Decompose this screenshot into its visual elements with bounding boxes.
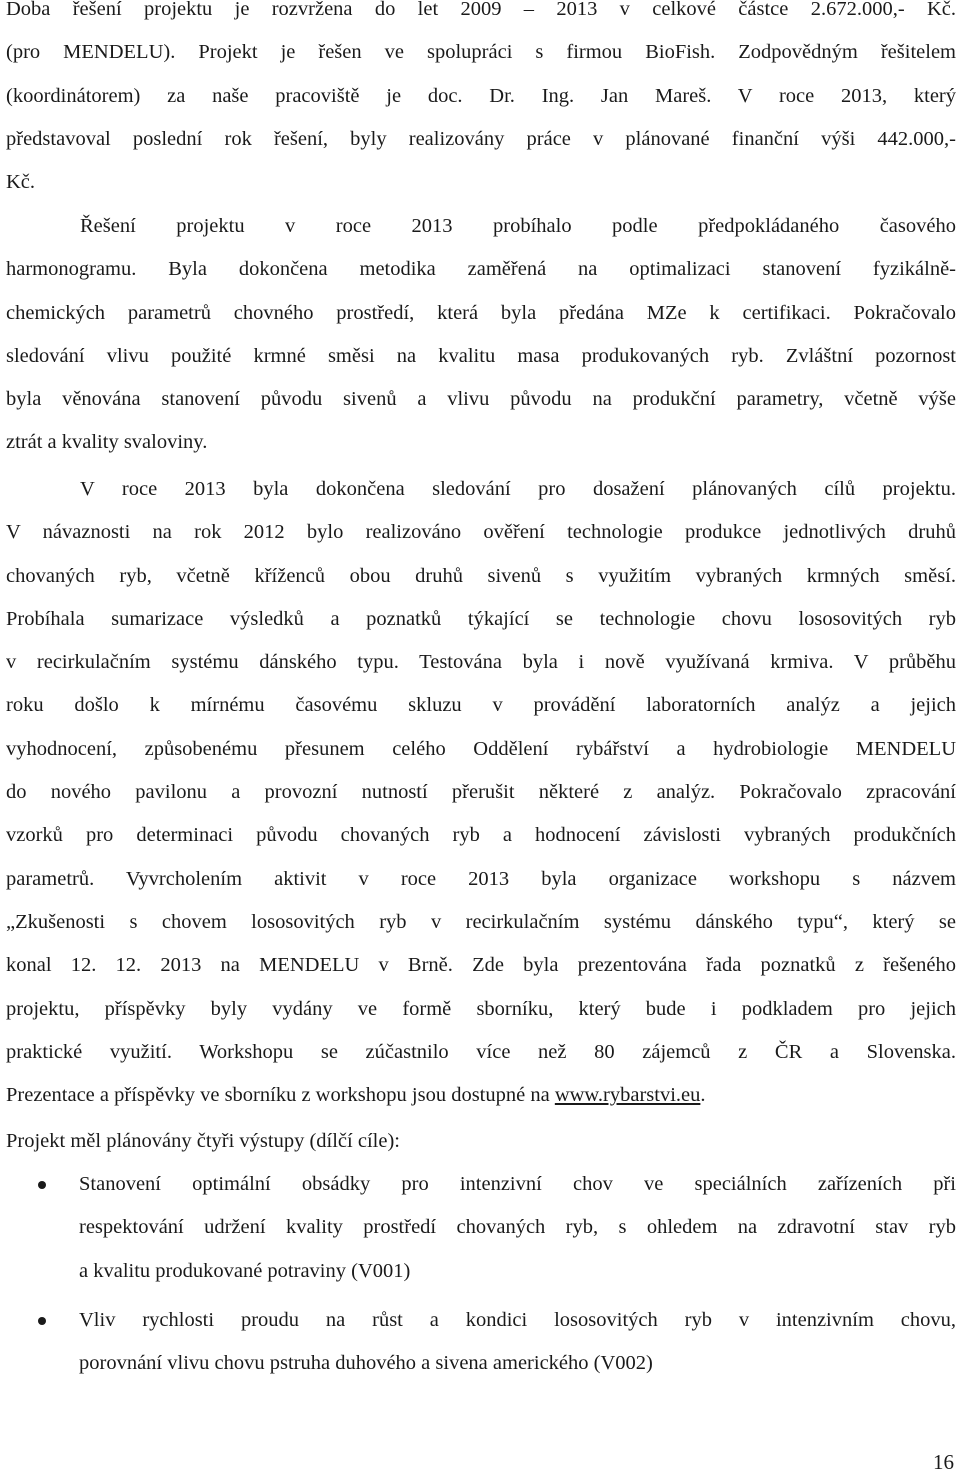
- text-line: roku došlo k mírnému časovému skluzu v provádění laboratorních analýz a jejich: [6, 694, 956, 717]
- text-line: praktické využití. Workshopu se zúčastnilo více než 80 zájemců z ČR a Slovenska.: [6, 1040, 956, 1063]
- text-line: byla věnována stanovení původu sivenů a vlivu původu na produkční parametry, včetně výše: [6, 388, 956, 411]
- text-line: Probíhala sumarizace výsledků a poznatků týkající se technologie chovu lososovitých ryb: [6, 607, 956, 630]
- text-line: a kvalitu produkované potraviny (V001): [79, 1259, 411, 1282]
- text-line: konal 12. 12. 2013 na MENDELU v Brně. Zde byla prezentována řada poznatků z řešeného: [6, 954, 956, 977]
- text-line: Doba řešení projektu je rozvržena do let 2009 – 2013 v celkové částce 2.672.000,- Kč.: [6, 0, 956, 20]
- text-line: (koordinátorem) za naše pracoviště je doc. Dr. Ing. Jan Mareš. V roce 2013, který: [6, 84, 956, 107]
- text-line: do nového pavilonu a provozní nutností přerušit některé z analýz. Pokračovalo zpracování: [6, 781, 956, 804]
- website-link[interactable]: www.rybarstvi.eu: [554, 1084, 701, 1107]
- text-line: V roce 2013 byla dokončena sledování pro dosažení plánovaných cílů projektu.: [80, 478, 956, 500]
- text-line: vzorků pro determinaci původu chovaných ryb a hodnocení závislosti vybraných produkčních: [6, 824, 956, 847]
- text-line: projektu, příspěvky byly vydány ve formě sborníku, který bude i podkladem pro jejich: [6, 997, 956, 1020]
- text-line: Řešení projektu v roce 2013 probíhalo podle předpokládaného časového: [80, 215, 956, 237]
- text-line: V návaznosti na rok 2012 bylo realizováno ověření technologie produkce jednotlivých druhů: [6, 521, 956, 544]
- text-line: harmonogramu. Byla dokončena metodika zaměřená na optimalizaci stanovení fyzikálně-: [6, 258, 956, 281]
- page-number: 16: [933, 1450, 954, 1474]
- paragraph-project-timeline: [6, 0, 956, 204]
- text-line: chovaných ryb, včetně kříženců obou druhů sivenů s využitím vybraných krmných směsí.: [6, 564, 956, 587]
- text-line-with-link: [6, 1074, 956, 1117]
- outputs-list: [0, 1163, 956, 1385]
- text-line: „Zkušenosti s chovem lososovitých ryb v recirkulačním systému dánského typu“, který se: [6, 910, 956, 933]
- text-line: Vliv rychlosti proudu na růst a kondici lososovitých ryb v intenzivním chovu,: [79, 1308, 956, 1331]
- text-line: sledování vlivu použité krmné směsi na kvalitu masa produkovaných ryb. Zvláštní pozornost: [6, 344, 956, 367]
- text-line: porovnání vlivu chovu pstruha duhového a sivena amerického (V002): [79, 1352, 653, 1375]
- text-line: chemických parametrů chovného prostředí, která byla předána MZe k certifikaci. Pokračovalo: [6, 301, 956, 324]
- paragraph-progress-2013: [6, 205, 956, 465]
- text-line: představoval poslední rok řešení, byly realizovány práce v plánované finanční výši 442.000,-: [6, 127, 956, 150]
- list-item: [0, 1163, 956, 1293]
- text-fragment: Prezentace a příspěvky ve sborníku z workshopu jsou dostupné na: [6, 1084, 555, 1107]
- bullet-icon: [38, 1181, 46, 1189]
- text-line: (pro MENDELU). Projekt je řešen ve spolupráci s firmou BioFish. Zodpovědným řešitelem: [6, 41, 956, 64]
- bullet-icon: [38, 1317, 46, 1325]
- text-fragment: .: [700, 1084, 706, 1107]
- text-line: v recirkulačním systému dánského typu. Testována byla i nově využívaná krmiva. V průběhu: [6, 651, 956, 674]
- text-line: Projekt měl plánovány čtyři výstupy (dílčí cíle):: [6, 1130, 400, 1152]
- paragraph-results-2013: [6, 468, 956, 1117]
- text-line: ztrát a kvality svaloviny.: [6, 431, 208, 454]
- list-item: [0, 1299, 956, 1386]
- text-line: vyhodnocení, způsobenému přesunem celého Oddělení rybářství a hydrobiologie MENDELU: [6, 737, 956, 760]
- text-line: parametrů. Vyvrcholením aktivit v roce 2013 byla organizace workshopu s názvem: [6, 867, 956, 890]
- text-line: respektování udržení kvality prostředí chovaných ryb, s ohledem na zdravotní stav ryb: [79, 1216, 956, 1239]
- paragraph-outputs-intro: [6, 1120, 956, 1163]
- text-line: Kč.: [6, 171, 36, 194]
- text-line: Stanovení optimální obsádky pro intenzivní chov ve speciálních zařízeních při: [79, 1173, 956, 1195]
